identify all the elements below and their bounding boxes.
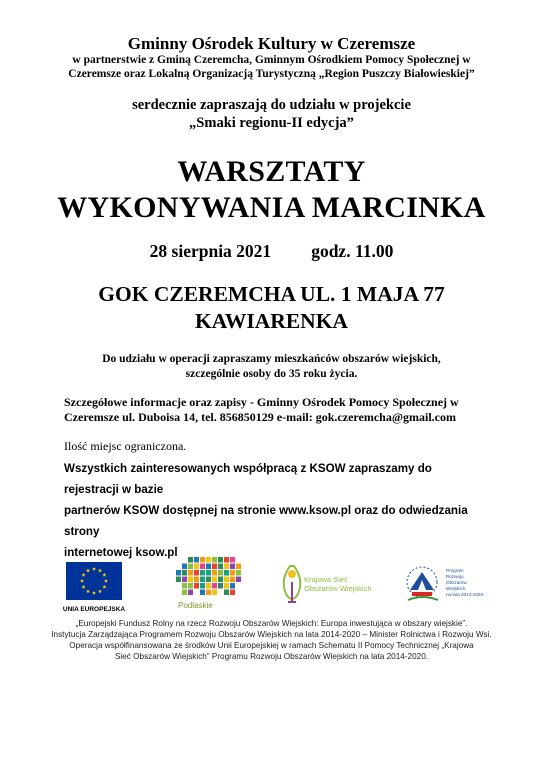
- mosaic-tile: [218, 564, 223, 570]
- event-title-line: WYKONYWANIA MARCINKA: [57, 191, 486, 224]
- invitation-line: serdecznie zapraszają do udziału w projekcie: [132, 97, 411, 113]
- project-name: „Smaki regionu-II edycja”: [189, 115, 354, 131]
- mosaic-tile: [194, 564, 199, 570]
- contact-line: Czeremsze ul. Duboisa 14, tel. 856850129 e-mail: gok.czeremcha@gmail.com: [64, 410, 456, 424]
- mosaic-tile: [194, 557, 199, 563]
- mosaic-tile: [206, 577, 211, 583]
- ksow-invitation: [64, 458, 484, 563]
- mosaic-tile: [212, 577, 217, 583]
- footer-line: Operacja współfinansowana ze środków Unii Europejskiej w ramach Schematu II Pomocy Technicznej „Krajowa: [69, 641, 474, 650]
- mosaic-tile: [212, 564, 217, 570]
- mosaic-tile: [230, 590, 235, 596]
- eu-logo: [64, 562, 124, 614]
- footer-line: „Europejski Fundusz Rolny na rzecz Rozwoju Obszarów Wiejskich: Europa inwestująca w obszary wiejskie”.: [75, 619, 468, 628]
- mosaic-tile: [230, 570, 235, 576]
- mosaic-tile: [200, 577, 205, 583]
- audience-line: szczególnie osoby do 35 roku życia.: [185, 368, 358, 380]
- mosaic-tile: [182, 564, 187, 570]
- venue-address: GOK CZEREMCHA UL. 1 MAJA 77: [98, 282, 445, 306]
- partners-line: Czeremsze oraz Lokalną Organizacją Turystyczną „Region Puszczy Białowieskiej”: [68, 68, 475, 80]
- mosaic-tile: [206, 590, 211, 596]
- mosaic-tile: [212, 590, 217, 596]
- organizer-heading: Gminny Ośrodek Kultury w Czeremsze: [127, 34, 416, 53]
- contact-line: Szczegółowe informacje oraz zapisy - Gminny Ośrodek Pomocy Społecznej w: [64, 395, 459, 409]
- ksow-emblem-icon: [276, 560, 372, 608]
- audience-line: Do udziału w operacji zapraszamy mieszkańców obszarów wiejskich,: [102, 353, 441, 365]
- mosaic-tile: [194, 570, 199, 576]
- prow-emblem-icon: [404, 560, 484, 612]
- mosaic-tile: [206, 570, 211, 576]
- mosaic-tile: [218, 583, 223, 589]
- mosaic-tile: [188, 570, 193, 576]
- mosaic-tile: [224, 590, 229, 596]
- event-time: godz. 11.00: [311, 241, 394, 261]
- ksow-label: Krajowa Sieć: [304, 575, 348, 584]
- footer-line: Instytucja Zarządzająca Programem Rozwoju Obszarów Wiejskich na lata 2014-2020 – Minister Rolnictwa i Rozwoju Wsi.: [51, 630, 492, 639]
- funding-footer: [20, 618, 523, 662]
- mosaic-tile: [236, 570, 241, 576]
- mosaic-tile: [218, 570, 223, 576]
- ksow-line: Wszystkich zainteresowanych współpracą z KSOW zapraszamy do rejestracji w bazie: [64, 462, 432, 496]
- mosaic-tile: [200, 570, 205, 576]
- event-venue: [0, 281, 543, 335]
- mosaic-tile: [224, 570, 229, 576]
- mosaic-tile: [206, 564, 211, 570]
- partners-text: [0, 53, 543, 81]
- mosaic-tile: [224, 564, 229, 570]
- mosaic-tile: [230, 583, 235, 589]
- mosaic-tile: [236, 564, 241, 570]
- mosaic-tile: [218, 577, 223, 583]
- prow-logo: [404, 560, 484, 612]
- footer-line: Sieć Obszarów Wiejskich” Programu Rozwoju Obszarów Wiejskich na lata 2014-2020.: [114, 652, 429, 661]
- contact-info: [64, 395, 484, 425]
- podlaskie-label: Podlaskie: [178, 601, 213, 610]
- event-datetime: [0, 241, 543, 262]
- ksow-line: partnerów KSOW dostępnej na stronie www.ksow.pl oraz do odwiedzania strony: [64, 504, 468, 538]
- mosaic-tile: [224, 577, 229, 583]
- mosaic-tile: [230, 564, 235, 570]
- prow-label: Wiejskich: [446, 586, 466, 591]
- podlaskie-logo: [168, 555, 248, 611]
- mosaic-tile: [206, 583, 211, 589]
- prow-label: na lata 2014-2020: [446, 592, 484, 597]
- mosaic-tile: [188, 557, 193, 563]
- mosaic-tile: [200, 557, 205, 563]
- mosaic-tile: [230, 577, 235, 583]
- mosaic-tile: [236, 577, 241, 583]
- mosaic-tile: [182, 570, 187, 576]
- mosaic-tile: [188, 583, 193, 589]
- event-date: 28 sierpnia 2021: [149, 241, 272, 261]
- mosaic-tile: [218, 557, 223, 563]
- mosaic-tile: [200, 564, 205, 570]
- mosaic-tile: [182, 577, 187, 583]
- mosaic-tile: [212, 570, 217, 576]
- mosaic-tile: [182, 590, 187, 596]
- prow-label: Program: [446, 568, 464, 573]
- event-title: [0, 154, 543, 226]
- event-title-line: WARSZTATY: [177, 155, 366, 188]
- mosaic-tile: [194, 583, 199, 589]
- mosaic-tile: [176, 570, 181, 576]
- mosaic-tile: [188, 590, 193, 596]
- mosaic-tile: [194, 577, 199, 583]
- mosaic-tile: [188, 564, 193, 570]
- eu-flag-icon: [64, 562, 124, 614]
- mosaic-tile: [206, 557, 211, 563]
- mosaic-tile: [176, 577, 181, 583]
- bison-mosaic-icon: [168, 555, 248, 611]
- prow-label: Rozwoju: [446, 574, 464, 579]
- mosaic-tile: [200, 583, 205, 589]
- mosaic-tile: [212, 583, 217, 589]
- mosaic-tile: [212, 557, 217, 563]
- mosaic-tile: [230, 557, 235, 563]
- venue-room: KAWIARENKA: [195, 309, 348, 333]
- partners-line: w partnerstwie z Gminą Czeremcha, Gminnym Ośrodkiem Pomocy Społecznej w: [72, 54, 471, 66]
- ksow-line: internetowej ksow.pl: [64, 546, 178, 559]
- mosaic-tile: [224, 557, 229, 563]
- prow-label: Obszarów: [446, 580, 467, 585]
- ksow-logo: [276, 560, 372, 608]
- ksow-label: Obszarów Wiejskich: [304, 584, 372, 593]
- invitation-text: [0, 96, 543, 132]
- audience-text: [0, 352, 543, 382]
- mosaic-tile: [224, 583, 229, 589]
- mosaic-tile: [182, 583, 187, 589]
- mosaic-tile: [200, 590, 205, 596]
- eu-label: UNIA EUROPEJSKA: [62, 606, 126, 613]
- seats-limited-note: Ilość miejsc ograniczona.: [64, 439, 187, 453]
- mosaic-tile: [188, 577, 193, 583]
